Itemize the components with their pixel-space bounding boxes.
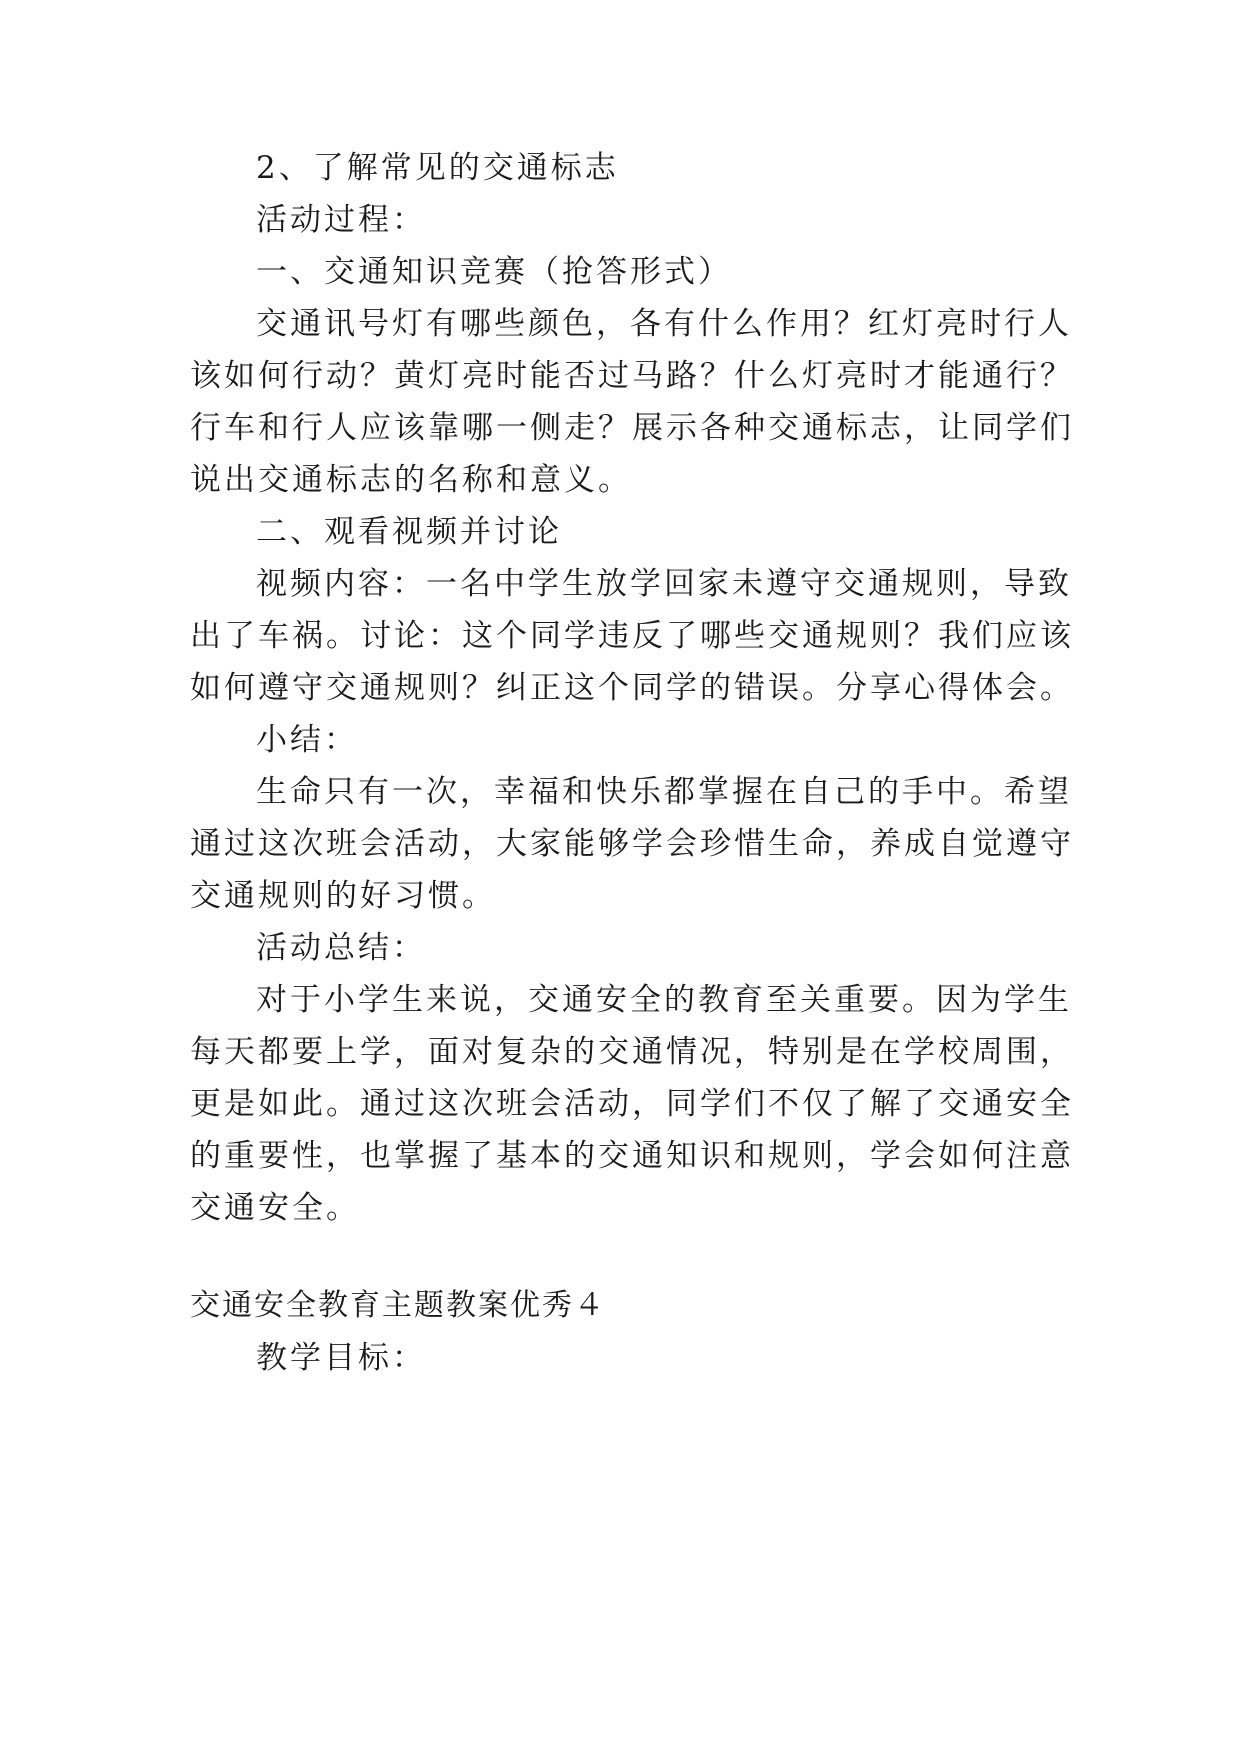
paragraph-line: 交通规则的好习惯。 — [190, 878, 496, 914]
paragraph-line: 活动总结： — [256, 930, 426, 966]
paragraph-line: 活动过程： — [256, 202, 426, 238]
paragraph-line: 每天都要上学，面对复杂的交通情况，特别是在学校周围， — [190, 1034, 1074, 1070]
paragraph-line: 如何遵守交通规则？纠正这个同学的错误。分享心得体会。 — [190, 670, 1074, 706]
document-title: 交通安全教育主题教案优秀４ — [190, 1288, 606, 1323]
paragraph-line: 对于小学生来说，交通安全的教育至关重要。因为学生 — [256, 982, 1072, 1018]
paragraph-line: 小结： — [256, 722, 358, 758]
section-heading: 二、观看视频并讨论 — [256, 514, 562, 550]
paragraph-line: 教学目标： — [256, 1340, 426, 1376]
paragraph-line: 更是如此。通过这次班会活动，同学们不仅了解了交通安全 — [190, 1086, 1074, 1122]
paragraph-line: 视频内容：一名中学生放学回家未遵守交通规则，导致 — [256, 566, 1072, 602]
paragraph-line: 该如何行动？黄灯亮时能否过马路？什么灯亮时才能通行？ — [190, 358, 1074, 394]
paragraph-line: 的重要性，也掌握了基本的交通知识和规则，学会如何注意 — [190, 1138, 1074, 1174]
paragraph-line: 说出交通标志的名称和意义。 — [190, 462, 632, 498]
paragraph-line: 交通讯号灯有哪些颜色，各有什么作用？红灯亮时行人 — [256, 306, 1072, 342]
paragraph-line: 出了车祸。讨论：这个同学违反了哪些交通规则？我们应该 — [190, 618, 1074, 654]
section-heading: 一、交通知识竞赛（抢答形式） — [256, 254, 732, 290]
paragraph-line: 通过这次班会活动，大家能够学会珍惜生命，养成自觉遵守 — [190, 826, 1074, 862]
paragraph-line: 生命只有一次，幸福和快乐都掌握在自己的手中。希望 — [256, 774, 1072, 810]
paragraph-line: 行车和行人应该靠哪一侧走？展示各种交通标志，让同学们 — [190, 410, 1074, 446]
paragraph-line: 2、了解常见的交通标志 — [256, 150, 619, 186]
paragraph-line: 交通安全。 — [190, 1190, 360, 1226]
